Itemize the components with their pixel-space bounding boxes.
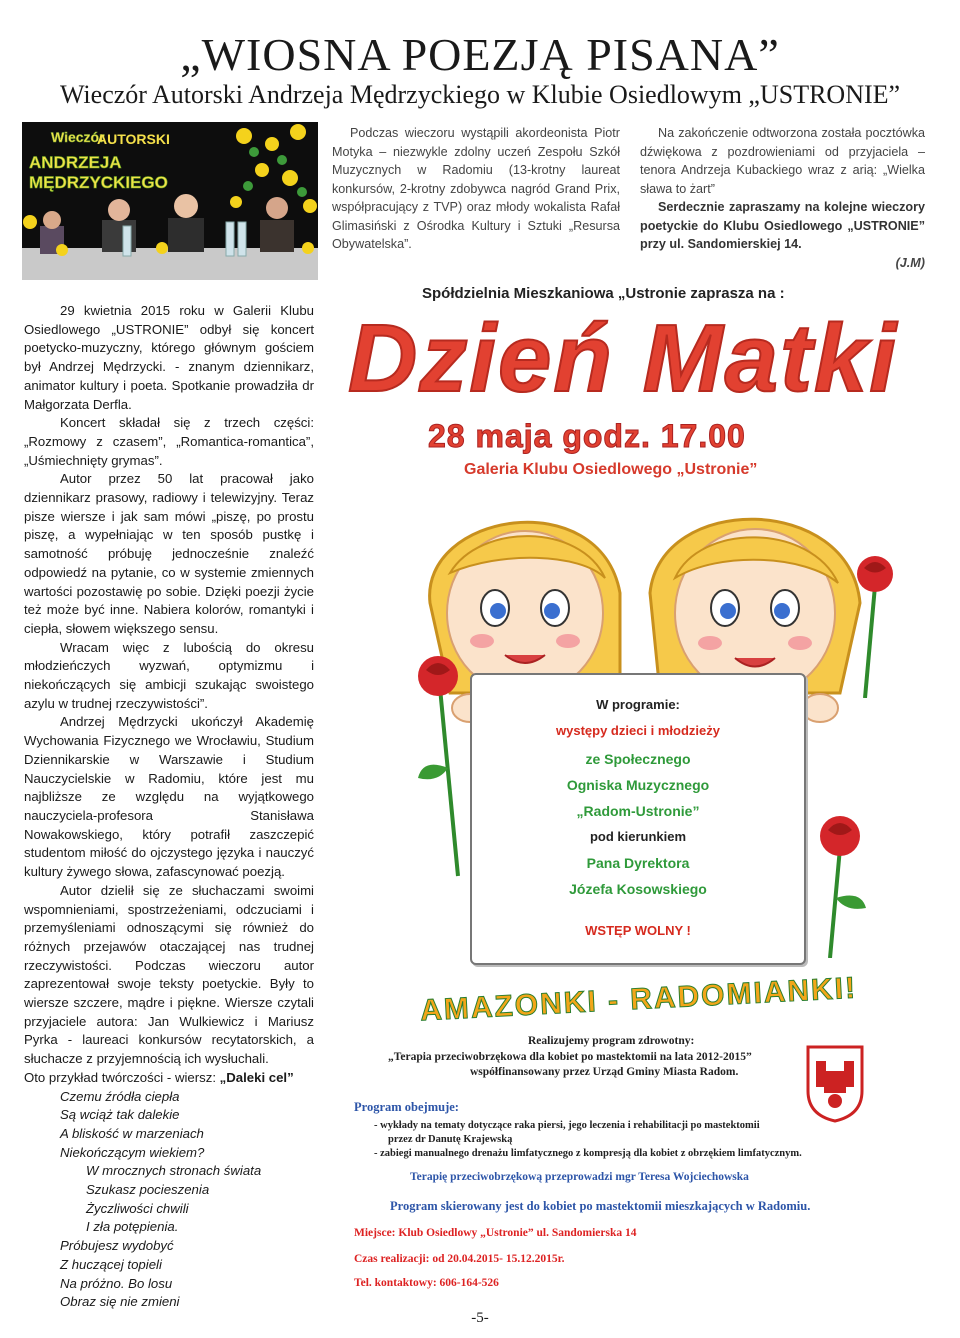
- banner-line-3: ANDRZEJA MĘDRZYCKIEGO: [29, 153, 168, 192]
- page-title: „WIOSNA POEZJĄ PISANA”: [180, 29, 780, 80]
- paragraph: Podczas wieczoru wystąpili akordeonista Piotr Motyka – niezwykle zdolny uczeń Zespołu Szkół Muzycznych w Radomiu (13-krotny laureat konkursów, 2-krotny zdobywca nagród Grand Prix, współpracujący z TVP) oraz młody wokalista Rafał Glimasiński z Ośrodka Kultury i Sztuki „Resursa Obywatelska”.: [332, 126, 620, 251]
- paragraph: Andrzej Mędrzycki ukończył Akademię Wychowania Fizycznego we Wrocławiu, Studium Dziennikarskie w Warszawie i Studium Nauczycielskie w Radomiu, które jest mu najbliższe ze względu na wyjątkowego nauczyciela-profesora Stanisława Nowakowskiego, który potrafił zaszczepić studentom miłość do ojczystego języka i nauczyć kultury żywego słowa, zafascynować poezją.: [24, 714, 314, 880]
- poem-intro: [24, 1069, 314, 1088]
- program-line: Pana Dyrektora: [586, 855, 690, 871]
- poster-line: Terapię przeciwobrzękową przeprowadzi mgr Teresa Wojciechowska: [410, 1171, 749, 1183]
- invitation-paragraph: Serdecznie zapraszamy na kolejne wieczory poetyckie do Klubu Osiedlowego „USTRONIE” przy ul. Sandomierskiej 14.: [640, 200, 925, 251]
- poem-stanza-2: [24, 1162, 314, 1237]
- program-line: Józefa Kosowskiego: [569, 881, 707, 897]
- program-line: „Radom-Ustronie”: [576, 803, 700, 819]
- mothers-day-poster: [330, 278, 950, 963]
- poem-intro-text: Oto przykład twórczości - wiersz:: [24, 1069, 220, 1085]
- poem-line: I zła potępienia.: [86, 1219, 179, 1235]
- paragraph: Koncert składał się z trzech części: „Rozmowy z czasem”, „Romantica-romantica”, „Uśmiechnięty grymas”.: [24, 415, 314, 468]
- poster-place: Galeria Klubu Osiedlowego „Ustronie”: [464, 461, 758, 478]
- amazonki-poster: [350, 971, 910, 1295]
- paragraph: Na zakończenie odtworzona została pocztówka dźwiękowa z pozdrowieniami od przyjaciela – tenora Andrzeja Kubackiego wraz z arią: „Wielka sława to żart”: [640, 126, 925, 196]
- article-column-right: [640, 124, 925, 272]
- poster-line: Czas realizacji: od 20.04.2015- 15.12.2015r.: [354, 1253, 565, 1265]
- poster-header: Spółdzielnia Mieszkaniowa „Ustronie zaprasza na :: [422, 285, 785, 302]
- program-line: pod kierunkiem: [589, 829, 687, 844]
- poem-line: W mrocznych stronach świata: [86, 1163, 262, 1179]
- paragraph: Autor dzielił się ze słuchaczami swoimi wspomnieniami, spostrzeżeniami, odczuciami i przemyśleniami odnoszącymi się również do różnych przejawów otaczającej nas trudnej rzeczywistości. Podczas wieczoru autor zaprezentował swoje teksty poetyckie. Były to wiersze szczere, mądre i piękne. Wiersze czytali przyjaciele autora: Jan Wulkiewicz i Mariusz Pyrka - laureaci konkursów recytatorskich, a słuchacze z przyjemnością ich wysłuchali.: [24, 882, 314, 1067]
- poster-line: Realizujemy program zdrowotny:: [528, 1035, 695, 1047]
- poster-line: - zabiegi manualnego drenażu limfatycznego z kompresją dla kobiet z obrzękiem limfatycznym.: [374, 1148, 802, 1159]
- poem-line: Obraz się nie zmieni: [60, 1294, 180, 1310]
- radom-coat-of-arms-icon: [806, 1045, 864, 1123]
- page-number: -5-: [471, 1310, 489, 1326]
- poster-line: Program obejmuje:: [354, 1100, 459, 1114]
- event-banner: [27, 127, 227, 199]
- poster-line: Tel. kontaktowy: 606-164-526: [354, 1277, 499, 1289]
- poster-line: - wykłady na tematy dotyczące raka piersi, jego leczenia i rehabilitacji po mastektomii: [374, 1120, 760, 1131]
- poem-title: „Daleki cel”: [219, 1069, 294, 1085]
- poster-line: Program skierowany jest do kobiet po mastektomii mieszkających w Radomiu.: [390, 1199, 811, 1213]
- poem-line: Czemu źródła ciepła: [60, 1088, 180, 1104]
- program-line: występy dzieci i młodzieży: [556, 723, 720, 738]
- program-heading: W programie:: [596, 697, 680, 712]
- poster-line: „Terapia przeciwobrzękowa dla kobiet po mastektomii na lata 2012-2015”: [388, 1051, 752, 1063]
- event-photo: [22, 122, 318, 280]
- banner-line-1: Wieczór: [51, 129, 105, 145]
- rose-top-right-icon: [840, 548, 910, 698]
- poster-title: Dzień Matki: [348, 305, 899, 412]
- poem-line: Szukasz pocieszenia: [86, 1182, 210, 1198]
- paragraph: Wracam więc z lubością do okresu młodzieńczych wyzwań, optymizmu i niekończących się ambicji szukając swoistego azylu w trudnej rzeczywistości”.: [24, 639, 314, 711]
- poem-line: A bliskość w marzeniach: [60, 1125, 204, 1141]
- article-column-left: [24, 302, 314, 1312]
- author-signature: (J.M): [895, 255, 925, 270]
- rose-right-icon: [800, 808, 880, 958]
- poster-line: współfinansowany przez Urząd Gminy Miasta Radom.: [470, 1066, 739, 1078]
- poem-stanza-1: [24, 1088, 314, 1163]
- program-sign: [470, 673, 806, 965]
- poem-stanza-3: [24, 1237, 314, 1312]
- article-column-middle: [332, 124, 620, 254]
- poster-date: 28 maja godz. 17.00: [428, 418, 746, 454]
- poem-line: Są wciąż tak dalekie: [60, 1107, 180, 1123]
- entry-free: WSTĘP WOLNY !: [585, 923, 691, 938]
- banner-line-2: AUTORSKI: [97, 131, 170, 147]
- program-line: Ogniska Muzycznego: [566, 777, 710, 793]
- poem-line: Na próżno. Bo losu: [60, 1275, 173, 1291]
- poster-line: Miejsce: Klub Osiedlowy „Ustronie” ul. Sandomierska 14: [354, 1227, 637, 1239]
- poem-line: Niekończącym wiekiem?: [60, 1144, 205, 1160]
- poem-line: Z huczącej topieli: [60, 1256, 162, 1272]
- page-subtitle: Wieczór Autorski Andrzeja Mędrzyckiego w Klubie Osiedlowym „USTRONIE”: [59, 80, 901, 109]
- paragraph: 29 kwietnia 2015 roku w Galerii Klubu Osiedlowego „USTRONIE” odbył się koncert poetycko-muzyczny, którego głównym gościem był Andrzej Mędrzycki. - znanym dziennikarz, animator kultury i poeta. Spotkanie prowadziła dr Małgorzata Derfla.: [24, 303, 314, 412]
- paragraph: Autor przez 50 lat pracował jako dziennikarz prasowy, radiowy i telewizyjny. Teraz pisze wiersze i jak sam mówi „piszę, po prostu piszę, a wypełniając w ten sposób pustkę i samotność próbuję jednocześnie znaleźć odpowiedź na pytanie, co w systemie zmiennych wartości pozostawię po sobie. Dzięki poezji życie też może być inne. Nabiera kolorów, romantyki i ciepła, słowem większego sensu.: [24, 471, 314, 636]
- poster-line: przez dr Danutę Krajewską: [388, 1134, 513, 1145]
- poem-line: Życzliwości chwili: [86, 1200, 189, 1216]
- poem-line: Próbujesz wydobyć: [60, 1238, 174, 1254]
- program-line: ze Społecznego: [585, 751, 691, 767]
- poster-title: AMAZONKI - RADOMIANKI!: [419, 971, 858, 1028]
